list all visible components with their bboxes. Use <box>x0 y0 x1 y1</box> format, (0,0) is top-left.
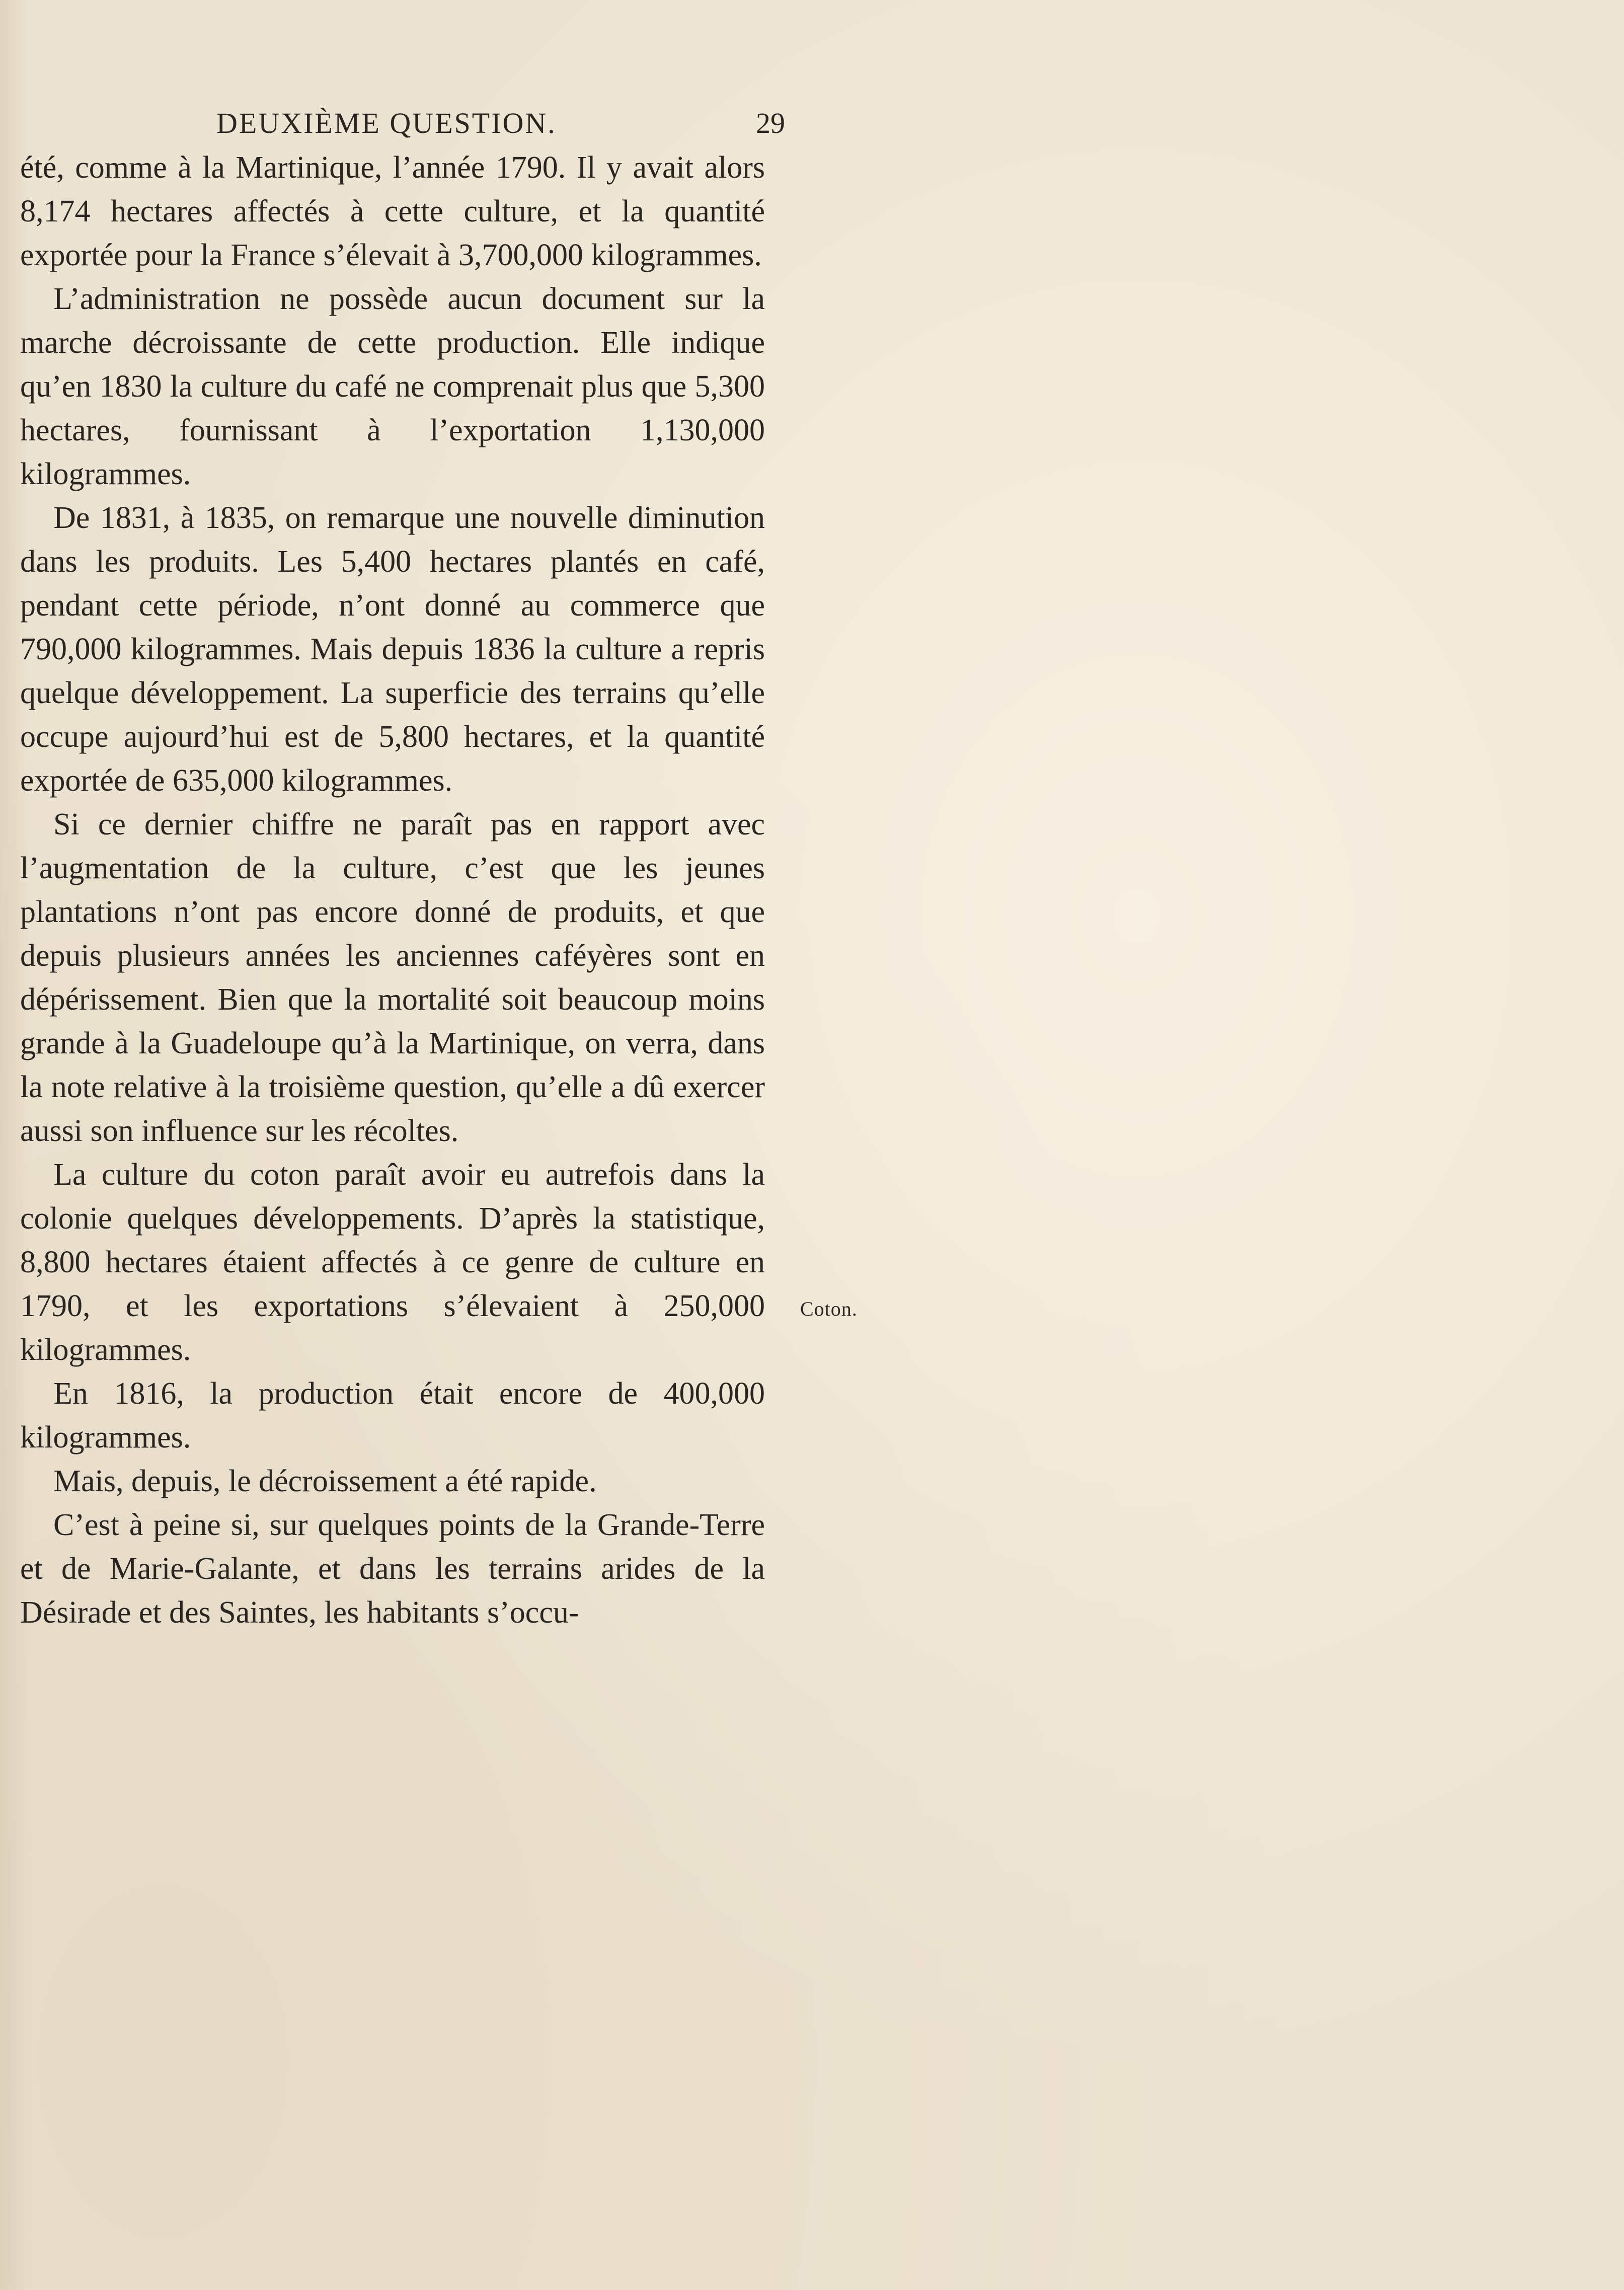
paragraph: En 1816, la production était encore de 400,000 kilogrammes. <box>20 1377 765 1455</box>
paragraph-continued: été, comme à la Martinique, l’année 1790. Il y avait alors 8,174 hectares affectés à cette culture, et la quantité exportée pour la France s’élevait à 3,700,000 kilogrammes. <box>20 150 765 272</box>
paragraph: L’administration ne possède aucun document sur la marche décroissante de cette production. Elle indique qu’en 1830 la culture du café ne comprenait plus que 5,300 hectares, fournissant à l’exportation 1,130,000 kilogrammes. <box>20 282 765 491</box>
body-text <box>20 146 765 1635</box>
page-number: 29 <box>756 107 785 139</box>
paragraph: Si ce dernier chiffre ne paraît pas en rapport avec l’augmentation de la culture, c’est que les jeunes plantations n’ont pas encore donné de produits, et que depuis plusieurs années les anciennes caféyères sont en dépérissement. Bien que la mortalité soit beaucoup moins grande à la Guadeloupe qu’à la Martinique, on verra, dans la note relative à la troisième question, qu’elle a dû exercer aussi son influence sur les récoltes. <box>20 807 765 1148</box>
paragraph: C’est à peine si, sur quelques points de la Grande-Terre et de Marie-Galante, et dans les terrains arides de la Désirade et des Saintes, les habitants s’occu- <box>20 1508 765 1630</box>
paragraph-coton: La culture du coton paraît avoir eu autrefois dans la colonie quelques développements. D’après la statistique, 8,800 hectares étaient affectés à ce genre de culture en 1790, et les exportations s’élevaient à 250,000 kilogrammes. <box>20 1158 765 1367</box>
running-title: DEUXIÈME QUESTION. <box>216 107 557 139</box>
paragraph: De 1831, à 1835, on remarque une nouvelle diminution dans les produits. Les 5,400 hectares plantés en café, pendant cette période, n’ont donné au commerce que 790,000 kilogrammes. Mais depuis 1836 la culture a repris quelque développement. La superficie des terrains qu’elle occupe aujourd’hui est de 5,800 hectares, et la quantité exportée de 635,000 kilogrammes. <box>20 501 765 798</box>
paragraph: Mais, depuis, le décroissement a été rapide. <box>53 1464 597 1498</box>
running-head <box>20 101 785 146</box>
margin-note-coton: Coton. <box>800 1297 858 1320</box>
